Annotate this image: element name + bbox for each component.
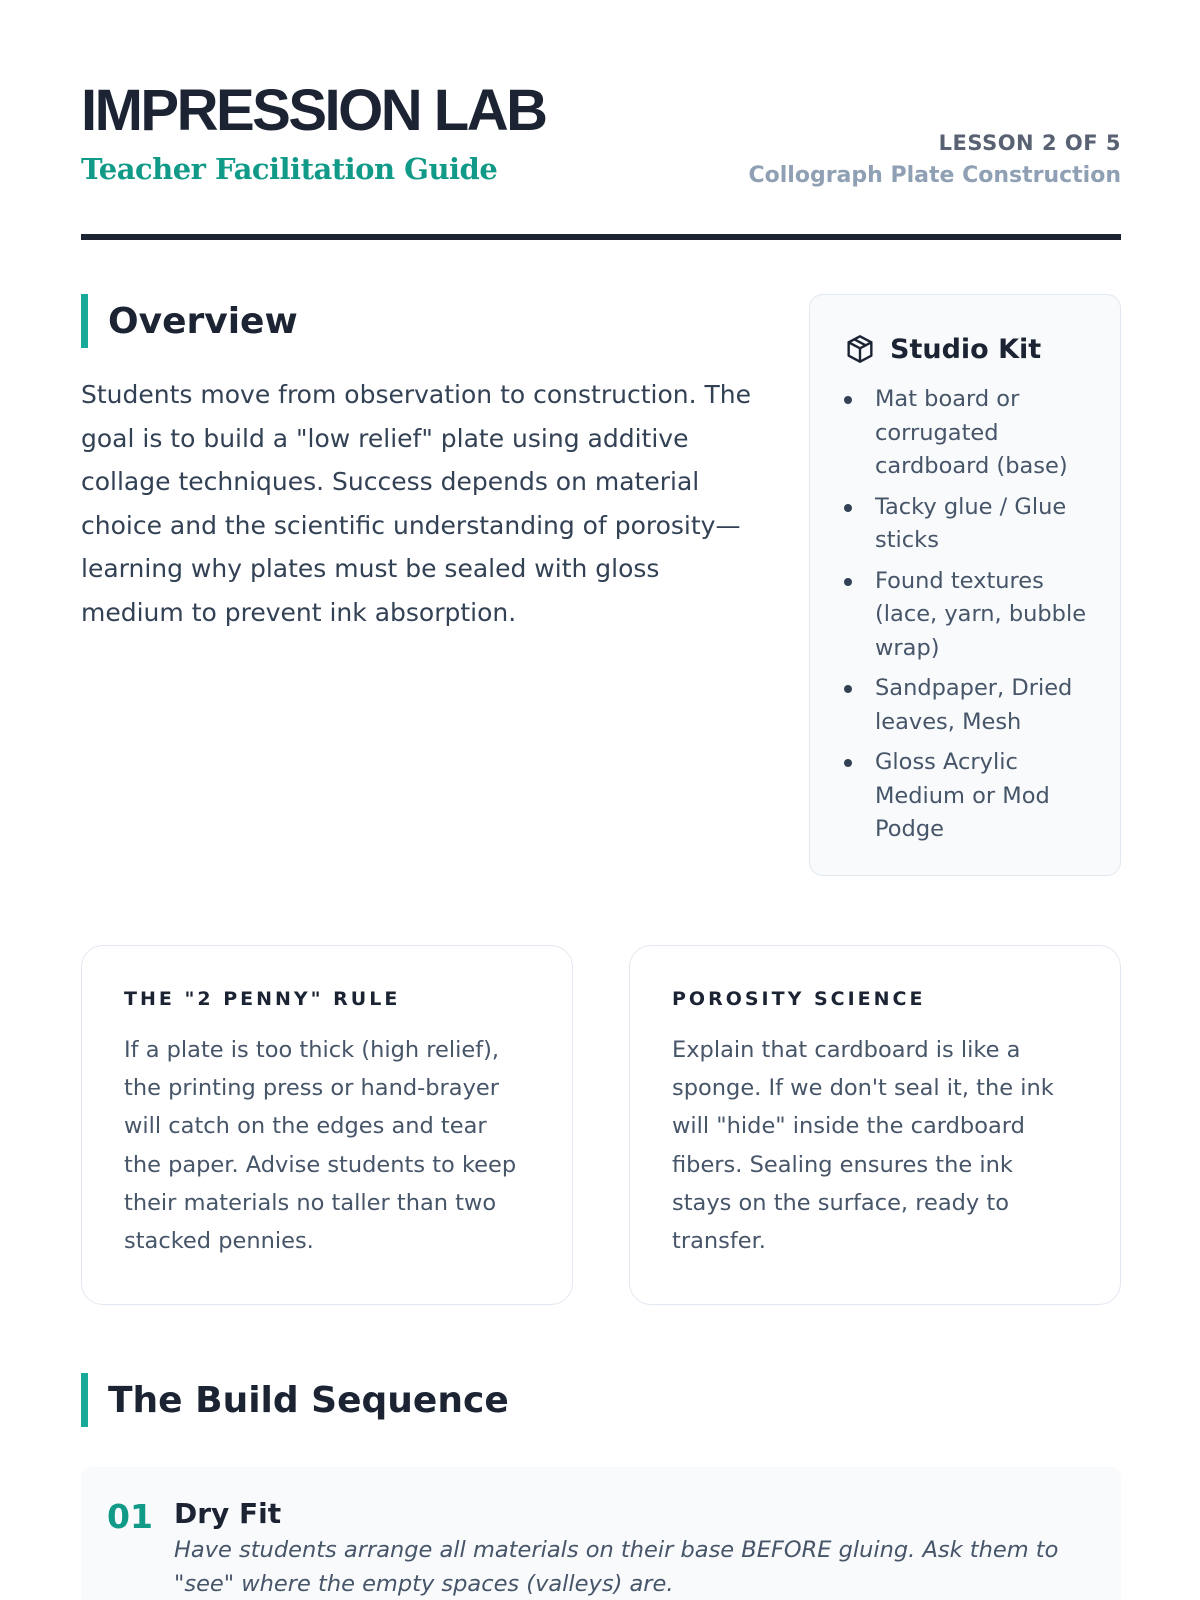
kit-item: Gloss Acrylic Medium or Mod Podge: [844, 746, 1094, 847]
step-description: Have students arrange all materials on their base BEFORE gluing. Ask them to "see" where the empty spaces (valleys) are.: [174, 1537, 1059, 1597]
card-label: POROSITY SCIENCE: [672, 988, 926, 1010]
card-text: Explain that cardboard is like a sponge. If we don't seal it, the ink will "hide" inside the cardboard fibers. Sealing ensures the ink stays on the surface, ready to transfer.: [672, 1037, 1054, 1255]
studio-kit-header: [844, 333, 1041, 365]
kit-item: Found textures (lace, yarn, bubble wrap): [844, 565, 1094, 666]
overview-text: Students move from observation to construction. The goal is to build a "low relief" plate using additive collage techniques. Success depends on material choice and the scientific understanding of porosity—learning why plates must be sealed with gloss medium to prevent ink absorption.: [81, 380, 751, 627]
step-number: 01: [107, 1497, 153, 1536]
brand-title: IMPRESSION LAB: [81, 78, 546, 143]
kit-item: Sandpaper, Dried leaves, Mesh: [844, 672, 1094, 739]
lesson-name: Collograph Plate Construction: [748, 163, 1121, 188]
card-label: THE "2 PENNY" RULE: [124, 988, 401, 1010]
porosity-science-card: [629, 945, 1121, 1305]
build-step: [81, 1467, 1121, 1600]
two-penny-rule-card: [81, 945, 573, 1305]
studio-kit-panel: [809, 294, 1121, 876]
card-text: If a plate is too thick (high relief), the printing press or hand-brayer will catch on the edges and tear the paper. Advise students to keep their materials no taller than two stacked pennies.: [124, 1037, 517, 1255]
overview-heading: Overview: [81, 294, 298, 348]
studio-kit-list: [844, 383, 1094, 854]
lesson-page: [81, 0, 1121, 1600]
header-divider: [81, 234, 1121, 240]
step-title: Dry Fit: [174, 1497, 282, 1530]
studio-kit-title: Studio Kit: [890, 333, 1042, 365]
lesson-number: LESSON 2 OF 5: [938, 131, 1121, 155]
guide-subtitle: Teacher Facilitation Guide: [81, 152, 498, 186]
kit-item: Mat board or corrugated cardboard (base): [844, 383, 1094, 484]
box-icon: [844, 333, 876, 365]
build-sequence-heading: The Build Sequence: [81, 1373, 509, 1427]
kit-item: Tacky glue / Glue sticks: [844, 491, 1094, 558]
